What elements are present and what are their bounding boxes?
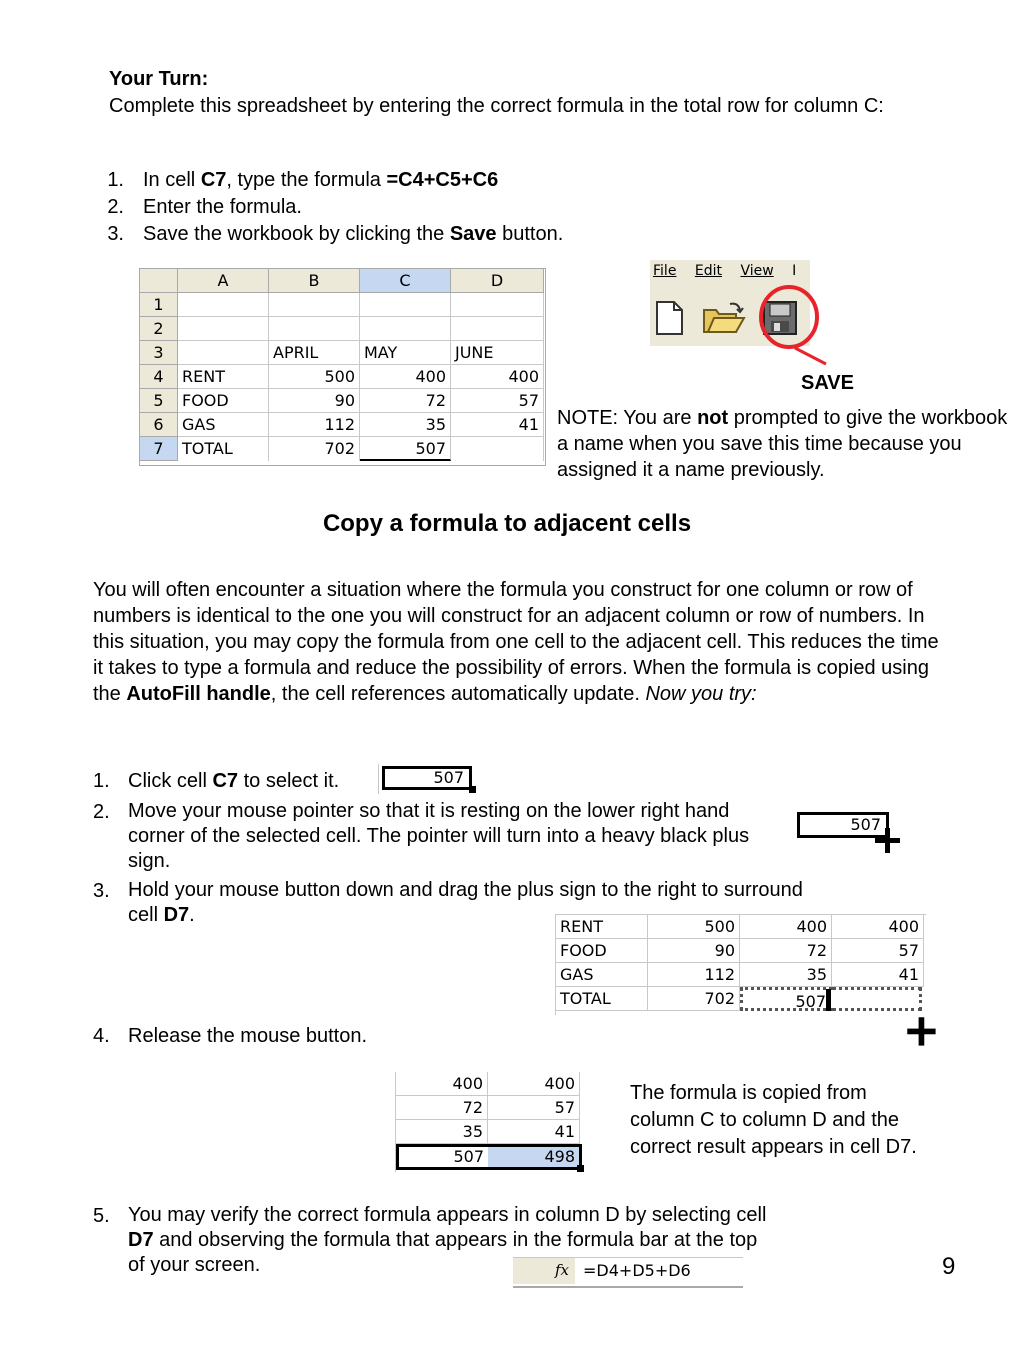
cell-c6[interactable]: 35 — [360, 413, 451, 437]
cell-b6[interactable]: 112 — [269, 413, 360, 437]
autofill-handle[interactable] — [469, 786, 476, 793]
cell-d1[interactable] — [451, 293, 544, 317]
cell[interactable]: 72 — [740, 939, 832, 963]
cell[interactable]: FOOD — [556, 939, 648, 963]
plus-cursor-icon — [873, 826, 903, 856]
cell[interactable]: 400 — [740, 915, 832, 939]
cell[interactable]: 41 — [488, 1120, 580, 1144]
cell-b2[interactable] — [269, 317, 360, 341]
cell[interactable]: 90 — [648, 939, 740, 963]
cell-c1[interactable] — [360, 293, 451, 317]
menu-file[interactable]: File — [653, 263, 677, 279]
section-title: Copy a formula to adjacent cells — [322, 510, 692, 537]
menu-view[interactable]: View — [740, 263, 774, 279]
save-highlight-circle — [740, 276, 840, 368]
page-number: 9 — [942, 1253, 956, 1280]
cell[interactable]: 41 — [832, 963, 924, 987]
column-header-d[interactable]: D — [451, 269, 544, 293]
cell[interactable]: 72 — [396, 1096, 488, 1120]
spreadsheet-result — [395, 1072, 586, 1172]
cell[interactable]: 400 — [832, 915, 924, 939]
formula-bar — [513, 1257, 743, 1288]
cell[interactable]: 35 — [396, 1120, 488, 1144]
cell-c2[interactable] — [360, 317, 451, 341]
cell-a5[interactable]: FOOD — [178, 389, 269, 413]
cell-d2[interactable] — [451, 317, 544, 341]
list-item-text: Move your mouse pointer so that it is resting on the lower right hand corner of the selected cell. The pointer will turn into a heavy black plus sign. — [128, 800, 750, 872]
cell-a1[interactable] — [178, 293, 269, 317]
column-header-c[interactable]: C — [360, 269, 451, 293]
plus-cursor-icon — [905, 1015, 939, 1049]
cell[interactable]: 400 — [488, 1072, 580, 1096]
row-header[interactable]: 7 — [140, 437, 178, 461]
cell[interactable]: 57 — [832, 939, 924, 963]
cell-c4[interactable]: 400 — [360, 365, 451, 389]
cursor-snip — [795, 808, 907, 856]
cell-b1[interactable] — [269, 293, 360, 317]
row-header[interactable]: 1 — [140, 293, 178, 317]
row-header[interactable]: 5 — [140, 389, 178, 413]
cell-c7[interactable]: 507 — [740, 987, 832, 1011]
row-header[interactable]: 6 — [140, 413, 178, 437]
cell-d3[interactable]: JUNE — [451, 341, 544, 365]
cell[interactable]: 400 — [396, 1072, 488, 1096]
cell-b5[interactable]: 90 — [269, 389, 360, 413]
save-label: SAVE — [801, 372, 854, 394]
menu-edit[interactable]: Edit — [694, 263, 723, 279]
cell-a7[interactable]: TOTAL — [178, 437, 269, 461]
cell[interactable]: 57 — [488, 1096, 580, 1120]
new-document-icon[interactable] — [654, 300, 686, 336]
cell-c7[interactable]: 507 — [382, 766, 472, 790]
list-item-text: You may verify the correct formula appears in column D by selecting cell D7 and observing the formula that appears in the formula bar at the top of your screen. — [128, 1204, 767, 1276]
row-header[interactable]: 4 — [140, 365, 178, 389]
select-all-corner[interactable] — [140, 269, 178, 293]
list-item-text: Release the mouse button. — [128, 1025, 368, 1047]
cell-a2[interactable] — [178, 317, 269, 341]
list-item: 4. — [93, 1025, 110, 1047]
autofill-handle[interactable] — [577, 1165, 584, 1172]
spreadsheet-drag — [555, 914, 926, 1015]
cell[interactable]: TOTAL — [556, 987, 648, 1011]
cell[interactable]: GAS — [556, 963, 648, 987]
cell-b4[interactable]: 500 — [269, 365, 360, 389]
list-item: 2. Enter the formula. — [107, 196, 302, 218]
list-item-text: Click cell C7 to select it. — [128, 770, 340, 792]
cell-c7[interactable]: 507 — [360, 437, 451, 461]
cell-c3[interactable]: MAY — [360, 341, 451, 365]
cell[interactable]: 112 — [648, 963, 740, 987]
cell-d7[interactable] — [832, 987, 922, 1011]
list-item: 2. — [93, 801, 110, 823]
function-icon[interactable]: fx — [555, 1261, 570, 1279]
spreadsheet-total-c — [139, 268, 546, 466]
row-header[interactable]: 2 — [140, 317, 178, 341]
selected-cell-snip — [378, 764, 477, 794]
cell-b7[interactable]: 702 — [269, 437, 360, 461]
cell-d6[interactable]: 41 — [451, 413, 544, 437]
list-item: 5. — [93, 1205, 110, 1227]
your-turn-intro: Complete this spreadsheet by entering the correct formula in the total row for column C: — [109, 95, 884, 117]
menu-insert[interactable]: I — [792, 263, 797, 279]
copied-note: The formula is copied from column C to column D and the correct result appears in cell D7. — [630, 1082, 917, 1158]
formula-text[interactable]: =D4+D5+D6 — [583, 1261, 691, 1280]
cell[interactable]: RENT — [556, 915, 648, 939]
cell-d5[interactable]: 57 — [451, 389, 544, 413]
cell-a4[interactable]: RENT — [178, 365, 269, 389]
list-item: 1. In cell C7, type the formula =C4+C5+C6 — [107, 169, 499, 191]
list-item: 1. — [93, 770, 110, 792]
column-header-a[interactable]: A — [178, 269, 269, 293]
cell[interactable]: 35 — [740, 963, 832, 987]
cell-b3[interactable]: APRIL — [269, 341, 360, 365]
list-item-text: Hold your mouse button down and drag the plus sign to the right to surround cell D7. — [128, 879, 803, 926]
cell[interactable]: 702 — [648, 987, 740, 1011]
cell-d7[interactable]: 498 — [488, 1147, 579, 1167]
cell-c5[interactable]: 72 — [360, 389, 451, 413]
cell-c7[interactable]: 507 — [453, 1147, 484, 1166]
drag-marker — [826, 989, 831, 1011]
cell[interactable]: 500 — [648, 915, 740, 939]
cell-a6[interactable]: GAS — [178, 413, 269, 437]
note-text: NOTE: You are not prompted to give the workbook a name when you save this time because you assigned it a name previously. — [557, 407, 1008, 481]
copy-paragraph: You will often encounter a situation where the formula you construct for one column or row of numbers is identical to the one you will construct for an adjacent column or row of numbers. In this situation, you may copy the formula from one cell to the adjacent cell. This reduces the time it takes to type a formula and reduce the possibility of errors. When the formula is copied using the AutoFill handle, the cell references automatically update. Now you try: — [93, 579, 939, 705]
cell-c7[interactable]: 507 — [797, 812, 889, 838]
list-item: 3. — [93, 880, 110, 902]
cell-d4[interactable]: 400 — [451, 365, 544, 389]
your-turn-heading: Your Turn: — [109, 68, 209, 90]
your-turn-steps — [109, 167, 709, 248]
column-header-b[interactable]: B — [269, 269, 360, 293]
list-item: 3. Save the workbook by clicking the Save button. — [107, 223, 564, 245]
row-header[interactable]: 3 — [140, 341, 178, 365]
cell-a3[interactable] — [178, 341, 269, 365]
cell-d7[interactable] — [451, 437, 544, 461]
